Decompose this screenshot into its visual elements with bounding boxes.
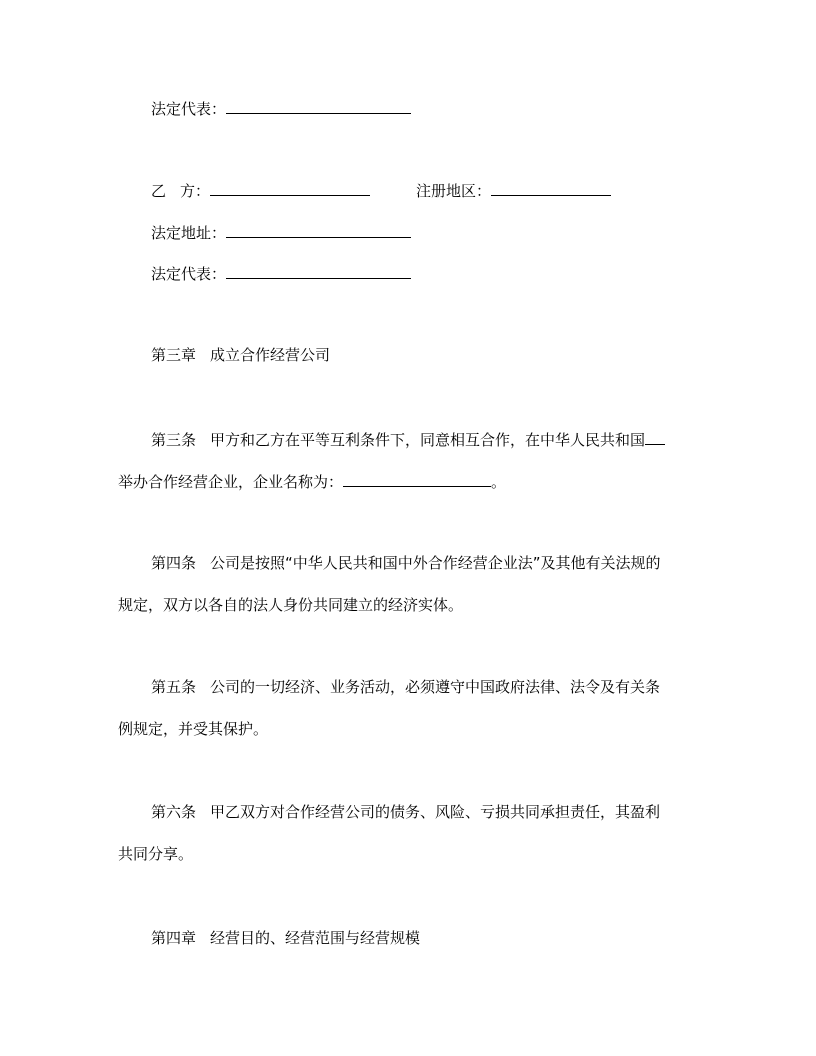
party-a-legal-rep-label: 法定代表： xyxy=(151,100,227,118)
article-4-text-2: 规定，双方以各自的法人身份共同建立的经济实体。 xyxy=(118,596,464,614)
party-b-address-line xyxy=(151,222,411,242)
article-3-text-2-end: 。 xyxy=(491,473,507,491)
chapter-4-number: 第四章 xyxy=(151,929,197,947)
article-6-number: 第六条 xyxy=(151,803,197,821)
article-3-number: 第三条 xyxy=(151,431,197,449)
article-3-company-name-blank xyxy=(343,471,491,487)
article-5-number: 第五条 xyxy=(151,678,197,696)
party-b-name-label-2: 方： xyxy=(180,182,211,200)
party-a-legal-rep-blank xyxy=(226,98,411,114)
party-b-name-label-1: 乙 xyxy=(151,182,167,200)
chapter-3-title: 成立合作经营公司 xyxy=(210,346,331,364)
article-6-line-1 xyxy=(151,802,660,822)
party-b-address-blank xyxy=(226,222,411,238)
party-b-legal-rep-label: 法定代表： xyxy=(151,265,227,283)
party-b-reg-area-blank xyxy=(491,180,611,196)
article-4-line-1 xyxy=(151,553,661,573)
article-3-text-2: 举办合作经营企业，企业名称为： xyxy=(118,473,344,491)
party-b-legal-rep-blank xyxy=(226,263,411,279)
party-a-legal-rep-line xyxy=(151,98,411,118)
article-3-text-1: 甲方和乙方在平等互利条件下，同意相互合作，在中华人民共和国 xyxy=(210,431,646,449)
chapter-3-number: 第三章 xyxy=(151,346,197,364)
article-3-line-1 xyxy=(151,429,665,449)
article-3-country-blank xyxy=(645,429,665,445)
party-b-legal-rep-line xyxy=(151,263,411,283)
chapter-4-title: 经营目的、经营范围与经营规模 xyxy=(210,929,421,947)
article-5-text-2: 例规定，并受其保护。 xyxy=(118,720,269,738)
article-6-line-2 xyxy=(118,844,193,864)
party-b-name-blank xyxy=(210,180,370,196)
chapter-4-heading xyxy=(151,928,420,948)
article-4-text-1: 公司是按照“中华人民共和国中外合作经营企业法”及其他有关法规的 xyxy=(210,554,661,572)
article-5-line-1 xyxy=(151,677,660,697)
party-b-name-line xyxy=(151,180,370,200)
article-6-text-1: 甲乙双方对合作经营公司的债务、风险、亏损共同承担责任，其盈利 xyxy=(210,803,661,821)
article-5-line-2 xyxy=(118,719,268,739)
article-5-text-1: 公司的一切经济、业务活动，必须遵守中国政府法律、法令及有关条 xyxy=(210,678,661,696)
chapter-3-heading xyxy=(151,345,330,365)
party-b-address-label: 法定地址： xyxy=(151,224,227,242)
party-b-reg-area-label: 注册地区： xyxy=(416,182,492,200)
article-4-number: 第四条 xyxy=(151,554,197,572)
article-3-line-2 xyxy=(118,471,506,491)
article-6-text-2: 共同分享。 xyxy=(118,845,194,863)
article-4-line-2 xyxy=(118,595,463,615)
party-b-reg-area-line xyxy=(416,180,611,200)
